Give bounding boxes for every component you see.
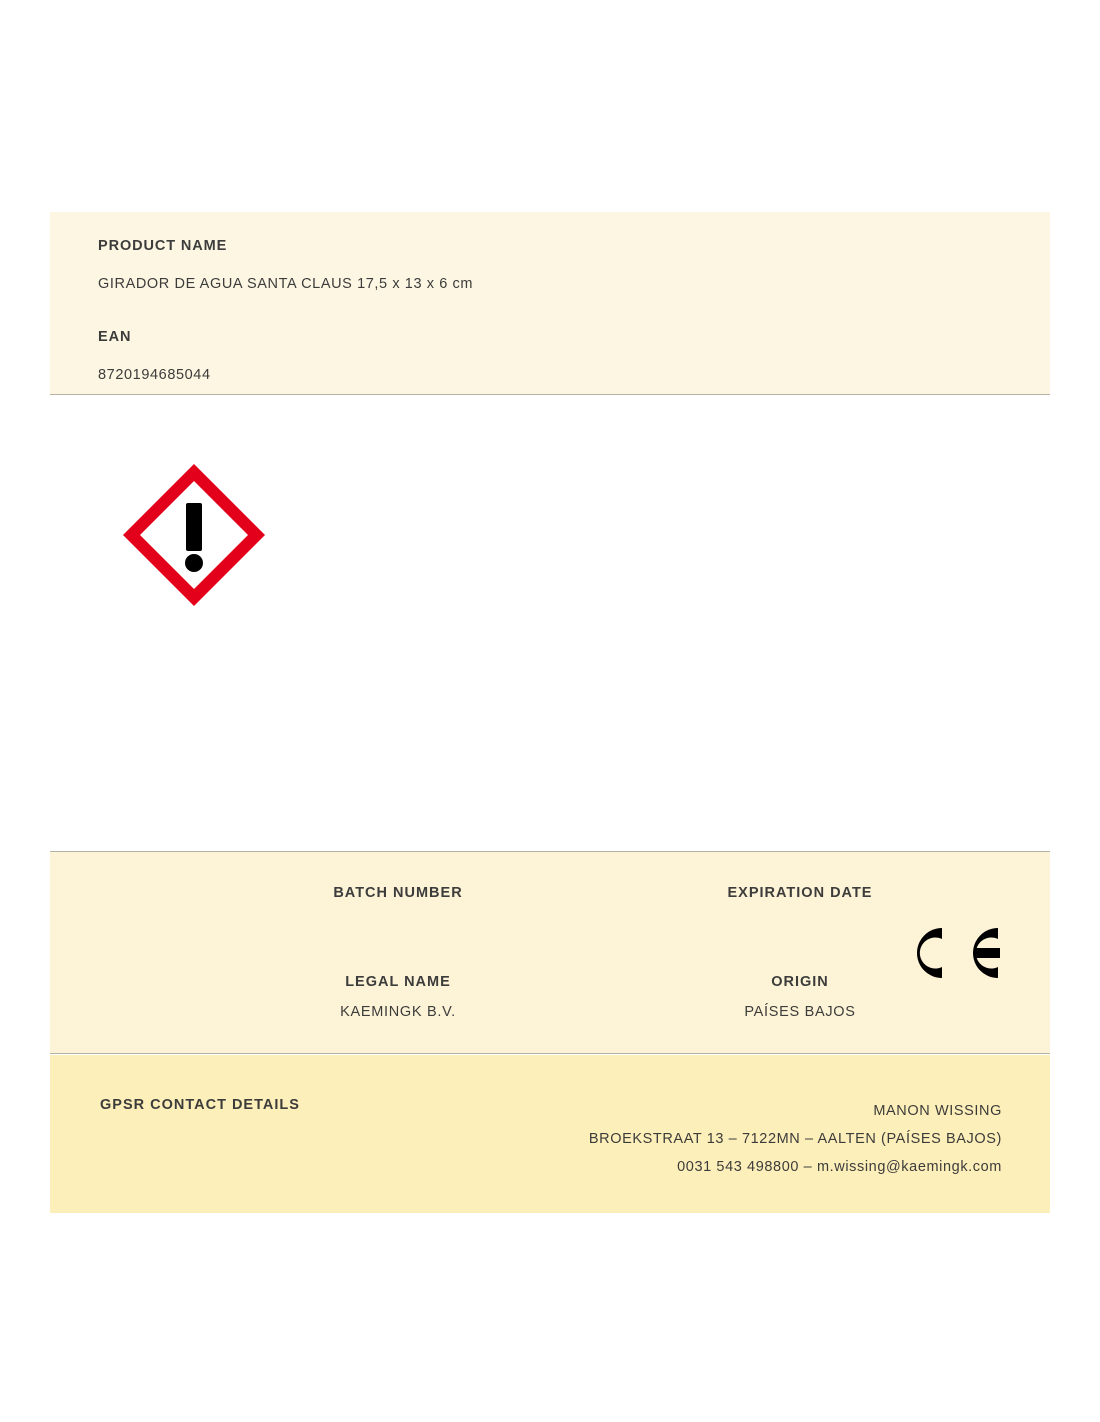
expiration-date-label: EXPIRATION DATE <box>727 885 873 901</box>
ean-value: 8720194685044 <box>98 367 211 383</box>
origin-value: PAÍSES BAJOS <box>744 1004 856 1020</box>
batch-number-label: BATCH NUMBER <box>333 885 463 901</box>
ean-label: EAN <box>98 329 132 345</box>
gpsr-contact-details-label: GPSR CONTACT DETAILS <box>100 1097 300 1113</box>
gpsr-contact-block <box>50 1055 1050 1213</box>
legal-name-label: LEGAL NAME <box>345 974 451 990</box>
contact-name: MANON WISSING <box>873 1103 1002 1119</box>
exclamation-mark-hazard-icon <box>118 459 270 611</box>
product-name-label: PRODUCT NAME <box>98 238 228 254</box>
legal-name-value: KAEMINGK B.V. <box>340 1004 456 1020</box>
contact-phone-email: 0031 543 498800 – m.wissing@kaemingk.com <box>677 1159 1002 1175</box>
gpsr-contact-lines <box>589 1097 1002 1181</box>
product-name-value: GIRADOR DE AGUA SANTA CLAUS 17,5 x 13 x 6 cm <box>98 276 474 292</box>
origin-label: ORIGIN <box>771 974 829 990</box>
product-info-block <box>50 212 1050 395</box>
hazard-pictogram-area <box>50 395 1050 851</box>
contact-address: BROEKSTRAAT 13 – 7122MN – AALTEN (PAÍSES BAJOS) <box>588 1131 1002 1147</box>
product-details-block <box>50 851 1050 1054</box>
ce-marking-icon <box>906 922 1002 984</box>
